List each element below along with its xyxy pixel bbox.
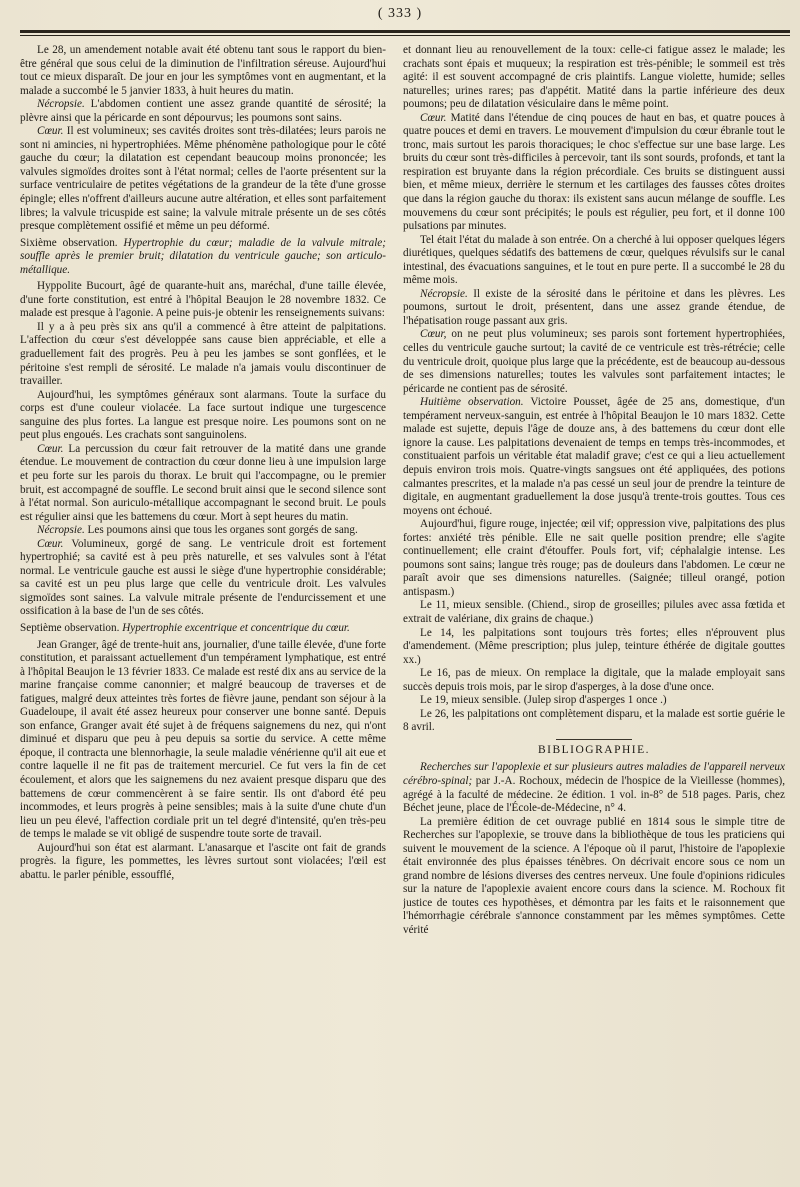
paragraph-lead: Cœur. — [37, 125, 64, 138]
paragraph-lead: Cœur. — [420, 111, 447, 124]
paragraph: La première édition de cet ouvrage publié en 1814 sous le simple titre de Recherches sur l'apoplexie, se trouve dans la bibliothèque de tous les praticiens qui suivent le mouvement de la science. A l'époque où il parut, l'histoire de l'apoplexie était environnée des plus épaisses ténèbres. On décrivait encore sous ce nom un grand nombre de lésions diverses des centres nerveux. Une foule d'opinions ridicules sur la nature de l'apoplexie avaient encore cours dans la science. M. Rochoux fit justice de toutes ces hypothèses, et démontra par les faits et le raisonnement que l'hémorrhagie cérébrale s'annonce constamment par les mêmes symptômes. Cette vérité — [403, 815, 785, 936]
labeled-paragraph — [20, 524, 386, 538]
paragraph-text: par J.-A. Rochoux, médecin de l'hospice de la Vieillesse (hommes), agrégé à la faculté de médecine. 2e édition. 1 vol. in-8° de 518 pages. Paris, chez Béchet jeune, place de l'École-de-Médecine, n° 4. — [403, 774, 785, 815]
section-separator — [556, 739, 632, 740]
observation-number: Septième observation. — [20, 621, 120, 634]
paragraph-lead: Cœur, — [420, 328, 447, 341]
paragraph: Le 11, mieux sensible. (Chiend., sirop de groseilles; pilules avec assa fœtida et extrait de valériane, dix grains de chaque.) — [403, 599, 785, 625]
paragraph-text: Volumineux, gorgé de sang. Le ventricule droit est fortement hypertrophié; sa cavité est à peu près naturelle, et ses valvules sont à l'état normal. Le ventricule gauche est aussi le siège d'une hypertrophie considérable; sa cavité est un peu plus large que celle du ventricule droit. Les valvules sigmoïdes sont saines. La valvule mitrale présente de l'endurcissement et une ossification à la base de l'un de ses côtés. — [20, 537, 386, 618]
labeled-paragraph — [403, 396, 785, 518]
left-column — [20, 44, 386, 1180]
paragraph: Aujourd'hui son état est alarmant. L'anasarque et l'ascite ont fait de grands progrès. la figure, les pommettes, les lèvres surtout sont violacées; l'œil est abattu. le parler pénible, essoufflé, — [20, 841, 386, 881]
paragraph-text: Matité dans l'étendue de cinq pouces de haut en bas, et quatre pouces à quatre pouces et demi en travers. Le mouvement d'impulsion du cœur ébranle tout le tronc, mais surtout les parois thoraciques; le choc s'effectue sur une base large. Les bruits du cœur sont très-difficiles à percevoir, tant ils sont sourds, profonds, et tant la respiration est bruyante dans la région précordiale. Ces bruits se distinguent aussi bien, et même mieux, derrière le sternum et les cartilages des fausses côtes droites que dans la région gauche du thorax: ils existent sans aucun mélange de souffle. Les mouvemens du cœur sont précipités; le pouls est régulier, peu fort, et il donne 100 pulsations par minutes. — [403, 111, 785, 233]
paragraph-lead: Cœur. — [37, 537, 64, 550]
labeled-paragraph — [403, 112, 785, 234]
observation-title: Hypertrophie du cœur; maladie de la valvule mitrale; souffle après le premier bruit; dilatation du ventricule gauche; son articulo-métallique. — [20, 236, 386, 276]
labeled-paragraph — [403, 288, 785, 329]
paragraph-lead: Nécropsie. — [420, 287, 468, 300]
header-rule — [20, 30, 790, 33]
paragraph: Le 19, mieux sensible. (Julep sirop d'asperges 1 once .) — [420, 694, 667, 707]
observation-number: Sixième observation. — [20, 236, 118, 249]
paragraph-lead: Nécropsie. — [37, 98, 85, 111]
paragraph: Aujourd'hui, figure rouge, injectée; œil vif; oppression vive, palpitations des plus fortes: anxiété très pénible. Elle ne sait quelle position prendre; elle s'agite continuellement; elle craint d'étouffer. Pouls fort, vif; céphalalgie intense. Les poumons sont sains; langue très rouge; pas de douleurs dans l'abdomen. Le cœur ne paraît avoir que ses dimensions naturelles. (Saignée; tilleul orangé, potion antispasm.) — [403, 518, 785, 598]
labeled-paragraph — [20, 98, 386, 125]
paragraph: Aujourd'hui, les symptômes généraux sont alarmans. Toute la surface du corps est d'une couleur violacée. La face surtout indique une turgescence sanguine des plus fortes. La langue est presque noire. Les poumons sont on ne peut plus engoués. Les crachats sont sanguinolens. — [20, 388, 386, 442]
paragraph: Le 28, un amendement notable avait été obtenu tant sous le rapport du bien-être général que sous celui de la diminution de l'infiltration séreuse. Aujourd'hui tout ce mieux disparaît. De jour en jour les symptômes vont en augmentant, et la malade a succombé le 5 janvier 1833, à huit heures du matin. — [20, 44, 386, 97]
paragraph-lead: Cœur. — [37, 442, 64, 455]
paragraph: Jean Granger, âgé de trente-huit ans, journalier, d'une taille élevée, d'une forte constitution, et paraissant actuellement d'un tempérament lymphatique, est entré à l'hôpital Beaujon le 13 février 1833. Ce malade est resté dix ans au service de la marine française comme canonnier; et malgré beaucoup de traverses et de fatigues, malgré deux atteintes très fortes de fièvre jaune, pendant son séjour à la Guadeloupe, il avait été assez heureux pour conserver une bonne santé. Depuis son enfance, Granger avait été sujet à de fréquens saignemens du nez, qui n'ont diminué et disparu que peu à peu depuis sa sortie du service. A cette même époque, il contracta une blennorhagie, la seule maladie vénérienne qu'il ait eue et contre laquelle il ne fit pas de traitement mercuriel. Ce fut vers la fin de cet écoulement, et alors que les saignemens du nez avaient presque disparu que des battemens de cœur commencèrent à se faire sentir. Ils ont d'abord été peu incommodes, et leurs progrès à peine sensibles; mais à la suite d'une chute d'un lieu un peu élevé, l'affection cordiale prit un tel degré d'intensité, qu'en très-peu de temps le malade se vit obligé de suspendre toute sorte de travail. — [20, 638, 386, 841]
paragraph-text: Il existe de la sérosité dans le péritoine et dans les plèvres. Les poumons, surtout le droit, présentent, dans une assez grande étendue, de l'hépatisation rouge passant aux gris. — [403, 287, 785, 327]
paragraph: Hyppolite Bucourt, âgé de quarante-huit ans, maréchal, d'une taille élevée, d'une forte constitution, est entré à l'hôpital Beaujon le 28 novembre 1832. Ce malade est presque à l'agonie. A peine puis-je obtenir les renseignements suivans: — [20, 280, 386, 320]
bibliography-entry — [403, 761, 785, 815]
paragraph: Il y a à peu près six ans qu'il a commencé à être atteint de palpitations. L'affection du cœur s'est développée sans cause bien appréciable, et elle a graduellement fait des progrès. Peu à peu les jambes se sont gonflées, et le péritoine s'est rempli de sérosité. Le malade n'a jamais voulu discontinuer de travailler. — [20, 320, 386, 388]
observation-heading — [20, 237, 386, 278]
paragraph-text: Il est volumineux; ses cavités droites sont très-dilatées; leurs parois ne sont ni amincies, ni hypertrophiées. Même phénomène pathologique pour le côté gauche du cœur; la dilatation est cependant beaucoup moins prononcée; les valvules sigmoïdes droites sont à l'état normal; celles de l'aorte présentent sur la surface ventriculaire de petites végétations de la grandeur de la tête d'une grosse épingle; elles n'offrent d'ailleurs aucune autre altération, et elles sont parfaitement libres; la valvule tricuspide est saine; la valvule mitrale présente un de ses côtés presque complètement ossifié et même un peu déformé. — [20, 125, 386, 233]
paragraph-lead: Nécropsie. — [37, 524, 85, 537]
page-number: ( 333 ) — [377, 6, 423, 21]
header-rule-thin — [20, 35, 790, 36]
labeled-paragraph — [20, 443, 386, 524]
paragraph: Le 16, pas de mieux. On remplace la digitale, que la malade employait sans succès depuis trois mois, par le sirop d'asperges, à la dose d'une once. — [403, 667, 785, 693]
paragraph: et donnant lieu au renouvellement de la toux: celle-ci fatigue assez le malade; les crachats sont épais et muqueux; la respiration est très-pénible; le sommeil est très agité: il est souvent accompagné de cris plaintifs. Langue violette, humide; selles naturelles; urines rares; pas d'appétit. Matité dans la partie inférieure des deux poumons; peu de dilatation vésiculaire dans le même point. — [403, 44, 785, 111]
paragraph: Le 26, les palpitations ont complètement disparu, et la malade est sortie guérie le 8 avril. — [403, 707, 785, 734]
paragraph-text: on ne peut plus volumineux; ses parois sont fortement hypertrophiées, celles du ventricule gauche surtout; la cavité de ce ventricule est très-rétrécie; celle du ventricule droit, quoique plus large que la précédente, est de beaucoup au-dessous de ses dimensions naturelles; toutes les valvules sont parfaitement intactes; le péricarde ne contient pas de sérosité. — [403, 328, 785, 395]
paragraph-text: L'abdomen contient une assez grande quantité de sérosité; la plèvre ainsi que la péricarde en sont dépourvus; les poumons sont sains. — [20, 98, 386, 124]
labeled-paragraph — [403, 328, 785, 396]
observation-heading — [20, 622, 386, 636]
paragraph-text: La percussion du cœur fait retrouver de la matité dans une grande étendue. Le mouvement de contraction du cœur donne lieu à une impulsion large et peu forte sur les parois du thorax. Le bruit qui l'accompagne, ou le premier bruit, est accompagné de souffle. Le second bruit ainsi que le second silence sont à l'état normal. Son auriculo-métallique accompagnant le second bruit. Le pouls est régulier ainsi que les battemens du cœur. Mort à sept heures du matin. — [20, 442, 386, 523]
section-heading: BIBLIOGRAPHIE. — [537, 743, 651, 756]
observation-title: Hypertrophie excentrique et concentrique du cœur. — [119, 621, 350, 634]
labeled-paragraph — [20, 538, 386, 619]
paragraph-lead: Recherches sur l'apoplexie et sur plusieurs autres maladies de l'appareil nerveux cérébro-spinal; — [403, 761, 785, 787]
paragraph-lead: Huitième observation. — [420, 396, 524, 409]
labeled-paragraph — [20, 125, 386, 233]
right-column — [403, 44, 785, 1180]
paragraph: Le 14, les palpitations sont toujours très fortes; elles n'éprouvent plus d'amendement. (Même prescription; plus julep, teinture éthérée de digitale gouttes xx.) — [403, 626, 785, 666]
paragraph-text: Les poumons ainsi que tous les organes sont gorgés de sang. — [84, 524, 358, 537]
paragraph: Tel était l'état du malade à son entrée. On a cherché à lui opposer quelques légers diurétiques, quelques sédatifs des battemens de cœur, quelques révulsifs sur le canal intestinal, des évacuations sanguines, et le tout en pure perte. Il a succombé le 28 du même mois. — [403, 233, 785, 287]
paragraph-text: Victoire Pousset, âgée de 25 ans, domestique, d'un tempérament nerveux-sanguin, est entrée à l'hôpital Beaujon le 10 mars 1832. Cette malade est sujette, depuis l'âge de douze ans, à des battemens du cœur dont elle ignore la cause. Les palpitations devenaient de temps en temps très-incommodes, et constituaient parfois un véritable état maladif grave; c'est ce qui a lieu actuellement depuis environ trois mois. Quatre-vingts sangsues ont été appliquées, des potions calmantes prescrites, et la malade n'a pas cessé un seul jour de prendre la teinture de digitale, en augmentant graduellement la dose jusqu'à trente-trois gouttes. Tous ces moyens ont échoué. — [403, 396, 785, 517]
